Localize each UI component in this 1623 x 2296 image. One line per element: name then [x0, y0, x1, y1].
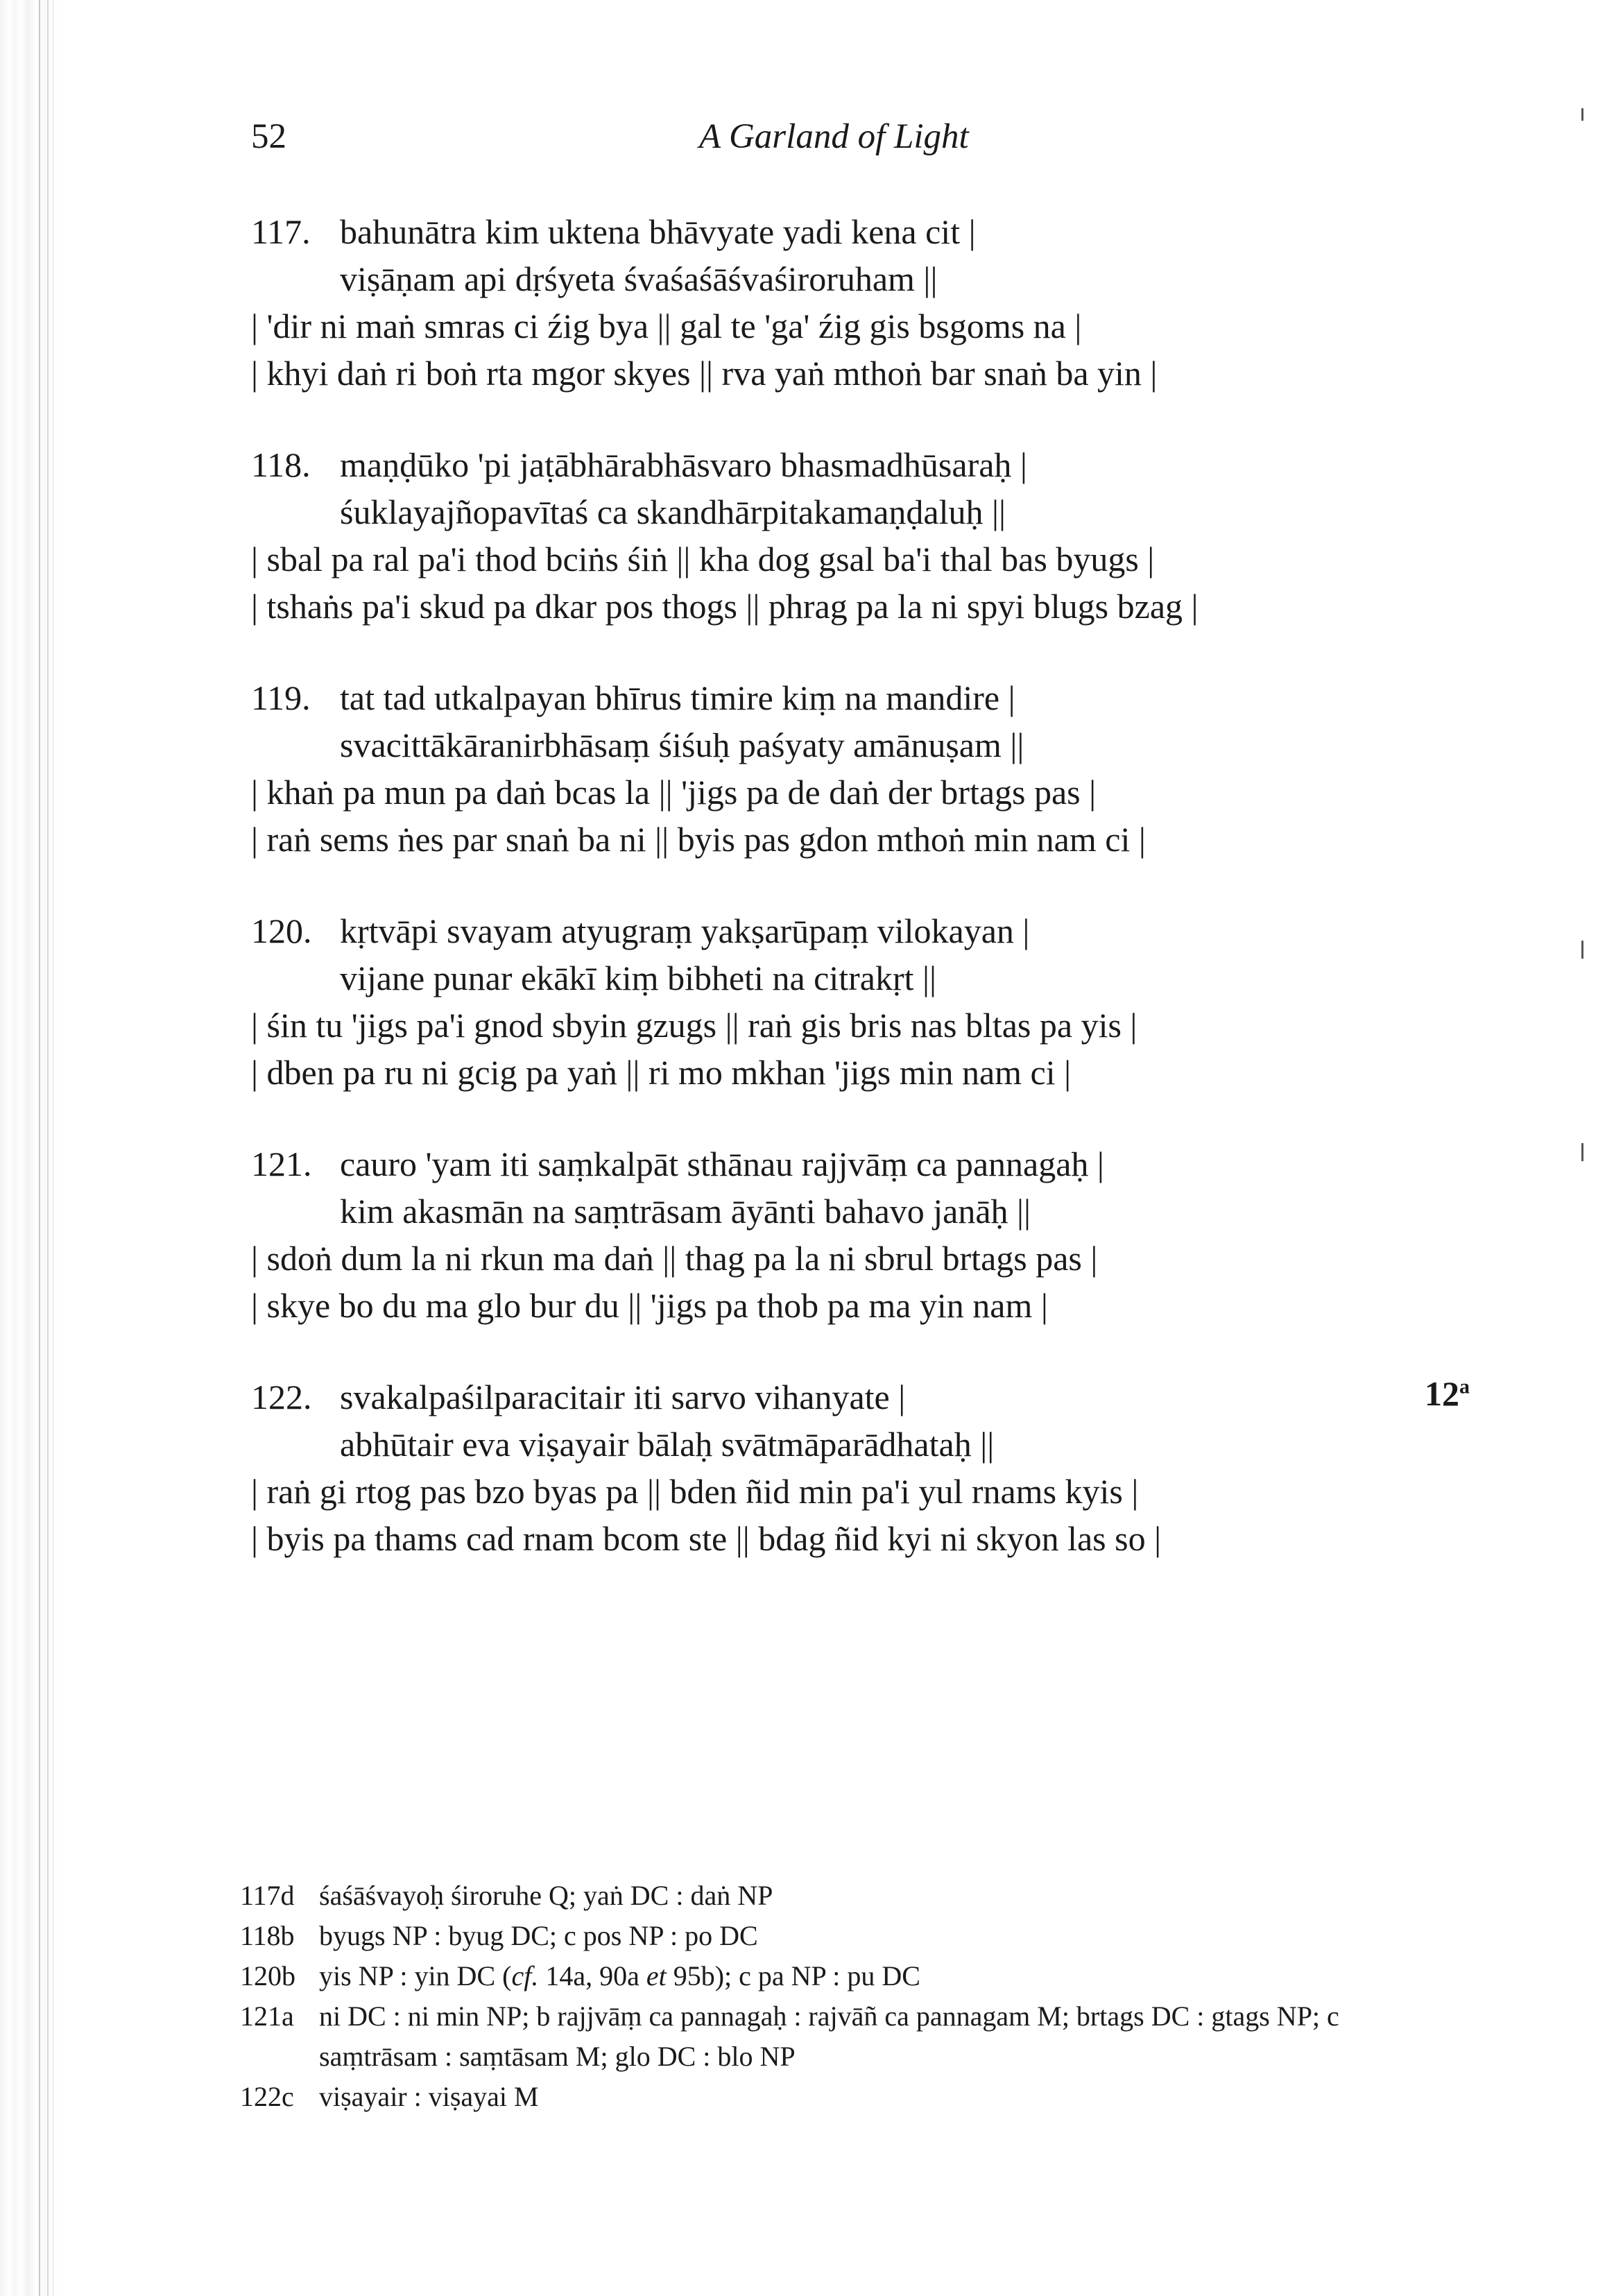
- verse-120: [251, 907, 1444, 1096]
- footnote-ref: 121a: [240, 2001, 294, 2032]
- sanskrit-line: cauro 'yam iti saṃkalpāt sthānau rajjvāṃ ca pannagaḥ |: [340, 1145, 1104, 1183]
- sanskrit-line: viṣāṇam api dṛśyeta śvaśaśāśvaśiroruham ||: [340, 259, 938, 298]
- verse-number: 121.: [251, 1145, 312, 1183]
- scan-gutter: [0, 0, 62, 2296]
- page-header: [0, 117, 1623, 165]
- running-title: A Garland of Light: [699, 117, 969, 156]
- verse-119: [251, 674, 1444, 863]
- footnote-text: śaśāśvayoḥ śiroruhe Q; yaṅ DC : daṅ NP: [319, 1880, 773, 1911]
- footnote: [240, 2077, 1447, 2117]
- verse-117: [251, 208, 1444, 397]
- sanskrit-line: śuklayajñopavītaś ca skandhārpitakamaṇḍaluḥ ||: [340, 492, 1006, 531]
- tibetan-line: | raṅ sems ṅes par snaṅ ba ni || byis pas gdon mthoṅ min nam ci |: [251, 820, 1146, 859]
- verse-118: [251, 441, 1444, 630]
- footnote: [240, 1876, 1447, 1916]
- tibetan-line: | byis pa thams cad rnam bcom ste || bdag ñid kyi ni skyon las so |: [251, 1519, 1162, 1558]
- sanskrit-line: vijane punar ekākī kiṃ bibheti na citrakṛt ||: [340, 959, 937, 997]
- critical-apparatus: [240, 1876, 1447, 2117]
- folio-marker: 12$^a$: [1425, 1374, 1470, 1413]
- sanskrit-line: bahunātra kim uktena bhāvyate yadi kena cit |: [340, 212, 976, 251]
- verse-121: [251, 1140, 1444, 1329]
- footnote-ref: 117d: [240, 1880, 295, 1911]
- margin-mark: [1581, 1143, 1583, 1161]
- sanskrit-line: abhūtair eva viṣayair bālaḥ svātmāparādhataḥ ||: [340, 1425, 995, 1464]
- verse-number: 118.: [251, 445, 311, 484]
- sanskrit-line: svacittākāranirbhāsaṃ śiśuḥ paśyaty amānuṣam ||: [340, 726, 1024, 764]
- verse-number: 120.: [251, 911, 312, 950]
- margin-mark: [1581, 941, 1583, 959]
- tibetan-line: | skye bo du ma glo bur du || 'jigs pa thob pa ma yin nam |: [251, 1286, 1048, 1325]
- sanskrit-line: tat tad utkalpayan bhīrus timire kiṃ na mandire |: [340, 678, 1015, 717]
- page-number: 52: [251, 117, 286, 156]
- footnote: [240, 1996, 1447, 2077]
- tibetan-line: | sdoṅ dum la ni rkun ma daṅ || thag pa la ni sbrul brtags pas |: [251, 1239, 1098, 1278]
- sanskrit-line: kṛtvāpi svayam atyugraṃ yakṣarūpaṃ vilokayan |: [340, 911, 1030, 950]
- tibetan-line: | 'dir ni maṅ smras ci źig bya || gal te 'ga' źig gis bsgoms na |: [251, 307, 1082, 345]
- footnote-ref: 122c: [240, 2081, 294, 2112]
- footnote-text: yis NP : yin DC (cf. 14a, 90a et 95b); c pa NP : pu DC: [319, 1960, 920, 1991]
- footnote: [240, 1916, 1447, 1956]
- verse-list: [251, 208, 1470, 1607]
- footnote-ref: 120b: [240, 1960, 295, 1991]
- verse-number: 119.: [251, 678, 311, 717]
- verse-number: 117.: [251, 212, 311, 251]
- tibetan-line: | dben pa ru ni gcig pa yaṅ || ri mo mkhan 'jigs min nam ci |: [251, 1053, 1072, 1092]
- sanskrit-line: maṇḍūko 'pi jaṭābhārabhāsvaro bhasmadhūsaraḥ |: [340, 445, 1027, 484]
- footnote-text: ni DC : ni min NP; b rajjvāṃ ca pannagaḥ : rajvāñ ca pannagam M; brtags DC : gtags NP; c saṃtrāsam : saṃtāsam M; glo DC : blo NP: [319, 2001, 1339, 2072]
- tibetan-line: | raṅ gi rtog pas bzo byas pa || bden ñid min pa'i yul rnams kyis |: [251, 1472, 1139, 1511]
- footnote-ref: 118b: [240, 1920, 295, 1951]
- verse-number: 122.: [251, 1378, 312, 1416]
- footnote-text: byugs NP : byug DC; c pos NP : po DC: [319, 1920, 758, 1951]
- footnote: [240, 1956, 1447, 1996]
- tibetan-line: | śin tu 'jigs pa'i gnod sbyin gzugs || raṅ gis bris nas bltas pa yis |: [251, 1006, 1137, 1045]
- gutter-rule: [39, 0, 40, 2296]
- gutter-rule: [47, 0, 49, 2296]
- tibetan-line: | sbal pa ral pa'i thod bciṅs śiṅ || kha dog gsal ba'i thal bas byugs |: [251, 540, 1155, 579]
- tibetan-line: | tshaṅs pa'i skud pa dkar pos thogs || phrag pa la ni spyi blugs bzag |: [251, 587, 1199, 626]
- sanskrit-line: svakalpaśilparacitair iti sarvo vihanyate |: [340, 1378, 906, 1416]
- sanskrit-line: kim akasmān na saṃtrāsam āyānti bahavo janāḥ ||: [340, 1192, 1031, 1231]
- tibetan-line: | khaṅ pa mun pa daṅ bcas la || 'jigs pa de daṅ der brtags pas |: [251, 773, 1097, 812]
- tibetan-line: | khyi daṅ ri boṅ rta mgor skyes || rva yaṅ mthoṅ bar snaṅ ba yin |: [251, 354, 1158, 393]
- verse-122: [251, 1373, 1470, 1562]
- footnote-text: viṣayair : viṣayai M: [319, 2081, 539, 2112]
